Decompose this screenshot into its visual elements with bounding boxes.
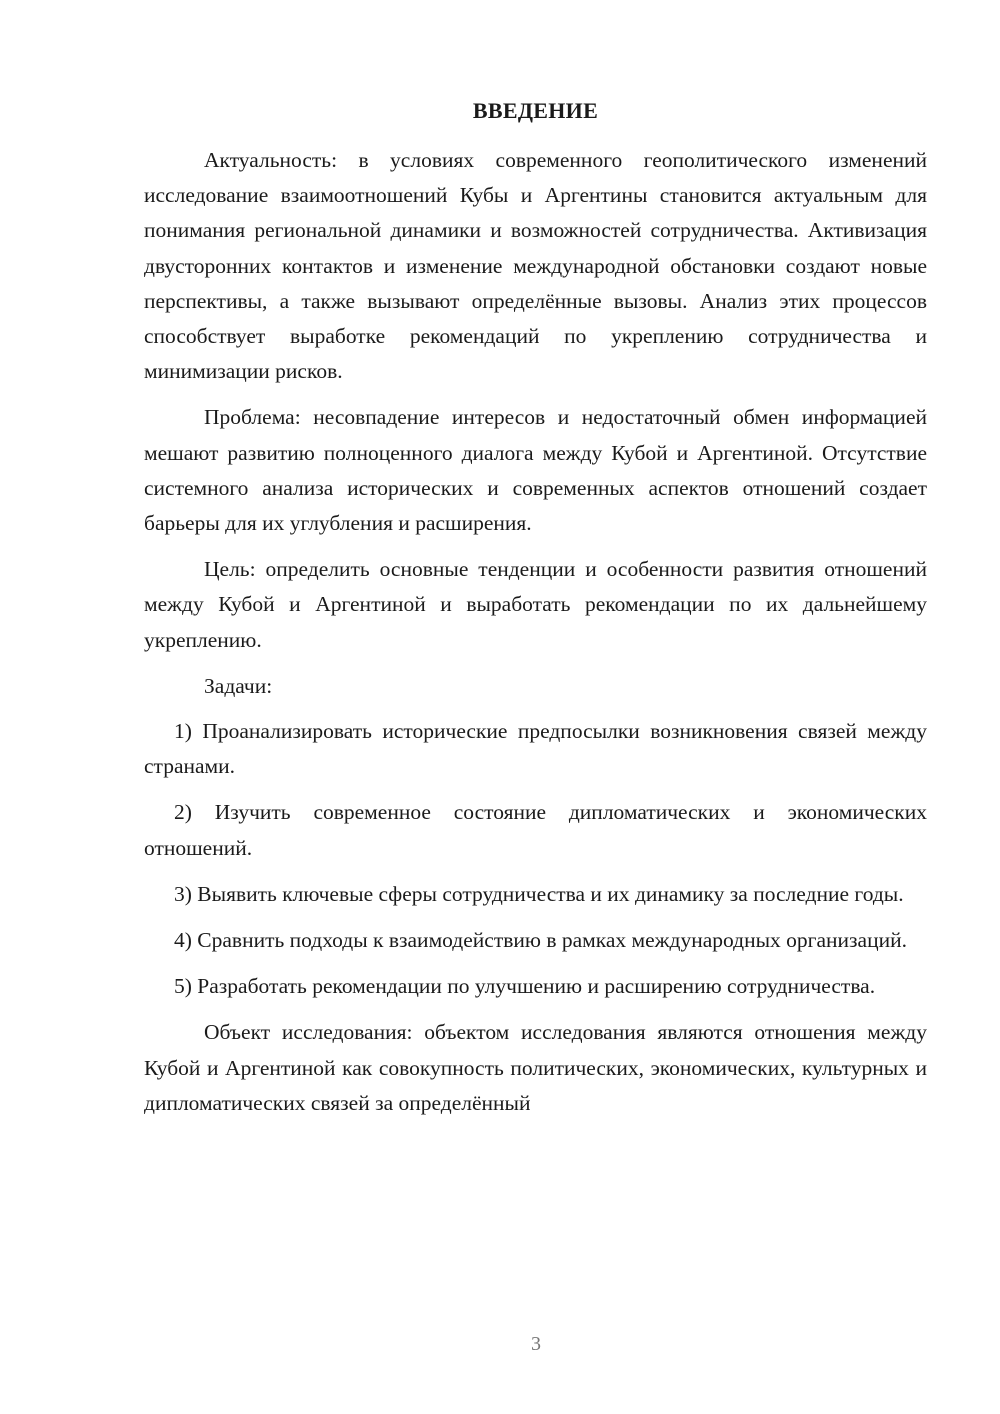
task-item-5: 5) Разработать рекомендации по улучшению и расширению сотрудничества.: [174, 974, 876, 999]
paragraph-relevance: Актуальность: в условиях современного геополитического изменений исследование взаимоотношений Кубы и Аргентины становится актуальным для понимания региональной динамики и возможностей сотрудничества. Активизация двусторонних контактов и изменение международной обстановки создают новые перспективы, а также вызывают определённые вызовы. Анализ этих процессов способствует выработке рекомендаций по укреплению сотрудничества и минимизации рисков.: [144, 148, 927, 384]
task-item-1: 1) Проанализировать исторические предпосылки возникновения связей между странами.: [144, 719, 927, 779]
paragraph-goal: Цель: определить основные тенденции и особенности развития отношений между Кубой и Аргентиной и выработать рекомендации по их дальнейшему укреплению.: [144, 557, 927, 652]
section-title: ВВЕДЕНИЕ: [472, 98, 599, 123]
page-number: 3: [531, 1333, 541, 1355]
task-item-3: 3) Выявить ключевые сферы сотрудничества и их динамику за последние годы.: [174, 881, 904, 906]
body-text: [144, 143, 927, 1132]
paragraph-object: Объект исследования: объектом исследования являются отношения между Кубой и Аргентиной как совокупность политических, экономических, культурных и дипломатических связей за определённый: [144, 1020, 927, 1115]
task-item-2: 2) Изучить современное состояние дипломатических и экономических отношений.: [144, 800, 927, 860]
tasks-heading: Задачи:: [204, 673, 273, 698]
paragraph-problem: Проблема: несовпадение интересов и недостаточный обмен информацией мешают развитию полноценного диалога между Кубой и Аргентиной. Отсутствие системного анализа исторических и современных аспектов отношений создает барьеры для их углубления и расширения.: [144, 405, 927, 536]
task-item-4: 4) Сравнить подходы к взаимодействию в рамках международных организаций.: [174, 928, 907, 953]
